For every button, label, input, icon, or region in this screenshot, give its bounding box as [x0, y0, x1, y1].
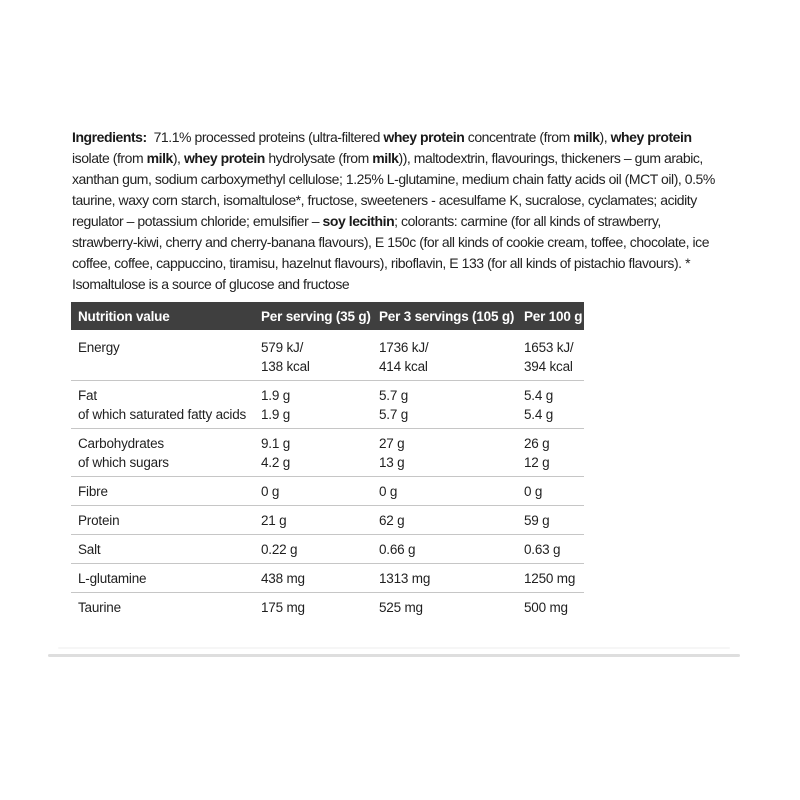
table-row: [71, 535, 584, 564]
table-row: [71, 506, 584, 535]
row-value-cell: 0.22 g: [261, 542, 298, 557]
table-row: [71, 330, 584, 381]
row-label-cell: Carbohydrates of which sugars: [78, 436, 169, 470]
row-value-cell: 59 g: [524, 513, 550, 528]
header-nutrition-value: Nutrition value: [78, 308, 170, 324]
ingredients-line: strawberry-kiwi, cherry and cherry-banana flavours), E 150c (for all kinds of cookie cream, toffee, chocolate, ice: [72, 234, 710, 250]
ingredients-line: coffee, coffee, cappuccino, tiramisu, hazelnut flavours), riboflavin, E 133 (for all kinds of pistachio flavours). *: [72, 255, 691, 271]
table-row: [71, 593, 584, 621]
header-per-100g: Per 100 g: [524, 308, 583, 324]
row-value-cell: 175 mg: [261, 600, 305, 615]
row-value-cell: 5.7 g 5.7 g: [379, 388, 409, 422]
ingredients-line: isolate (from milk), whey protein hydrolysate (from milk)), maltodextrin, flavourings, thickeners – gum arabic,: [72, 150, 703, 166]
nutrition-table-body: [71, 330, 584, 621]
row-value-cell: 0.63 g: [524, 542, 561, 557]
ingredients-line: regulator – potassium chloride; emulsifier – soy lecithin; colorants: carmine (for all kinds of strawberry,: [72, 213, 661, 229]
table-row: [71, 429, 584, 477]
row-label-cell: Taurine: [78, 600, 121, 615]
header-per-3-servings: Per 3 servings (105 g): [379, 308, 515, 324]
row-value-cell: 27 g 13 g: [379, 436, 405, 470]
ingredients-line: xanthan gum, sodium carboxymethyl cellulose; 1.25% L-glutamine, medium chain fatty acids oil (MCT oil), 0.5%: [72, 171, 715, 187]
row-value-cell: 0.66 g: [379, 542, 416, 557]
ingredients-line: Ingredients: 71.1% processed proteins (ultra-filtered whey protein concentrate (from milk), whey protein: [72, 129, 692, 145]
row-label-cell: Energy: [78, 340, 120, 355]
row-value-cell: 525 mg: [379, 600, 423, 615]
row-value-cell: 62 g: [379, 513, 405, 528]
row-label-cell: Fat of which saturated fatty acids: [78, 388, 247, 422]
row-value-cell: 438 mg: [261, 571, 305, 586]
row-label-cell: L-glutamine: [78, 571, 147, 586]
header-per-serving: Per serving (35 g): [261, 308, 371, 324]
row-value-cell: 26 g 12 g: [524, 436, 550, 470]
row-value-cell: 579 kJ/ 138 kcal: [261, 340, 310, 374]
row-value-cell: 0 g: [524, 484, 543, 499]
ingredients-line: Isomaltulose is a source of glucose and fructose: [72, 276, 350, 292]
ingredients-line: taurine, waxy corn starch, isomaltulose*, fructose, sweeteners - acesulfame K, sucralose, cyclamates; acidity: [72, 192, 697, 208]
row-value-cell: 1653 kJ/ 394 kcal: [524, 340, 574, 374]
row-value-cell: 9.1 g 4.2 g: [261, 436, 291, 470]
row-value-cell: 0 g: [261, 484, 280, 499]
row-label-cell: Fibre: [78, 484, 108, 499]
row-label-cell: Protein: [78, 513, 120, 528]
nutrition-table: [71, 302, 584, 621]
row-value-cell: 1313 mg: [379, 571, 431, 586]
nutrition-table-header: [71, 302, 584, 330]
row-value-cell: 1.9 g 1.9 g: [261, 388, 291, 422]
ingredients-paragraph: [72, 127, 748, 295]
row-value-cell: 21 g: [261, 513, 287, 528]
table-row: [71, 381, 584, 429]
row-value-cell: 1250 mg: [524, 571, 576, 586]
row-value-cell: 500 mg: [524, 600, 568, 615]
row-value-cell: 0 g: [379, 484, 398, 499]
section-divider-faint: [58, 647, 730, 649]
table-row: [71, 564, 584, 593]
row-value-cell: 5.4 g 5.4 g: [524, 388, 554, 422]
table-row: [71, 477, 584, 506]
row-value-cell: 1736 kJ/ 414 kcal: [379, 340, 429, 374]
section-divider: [48, 654, 740, 657]
row-label-cell: Salt: [78, 542, 101, 557]
